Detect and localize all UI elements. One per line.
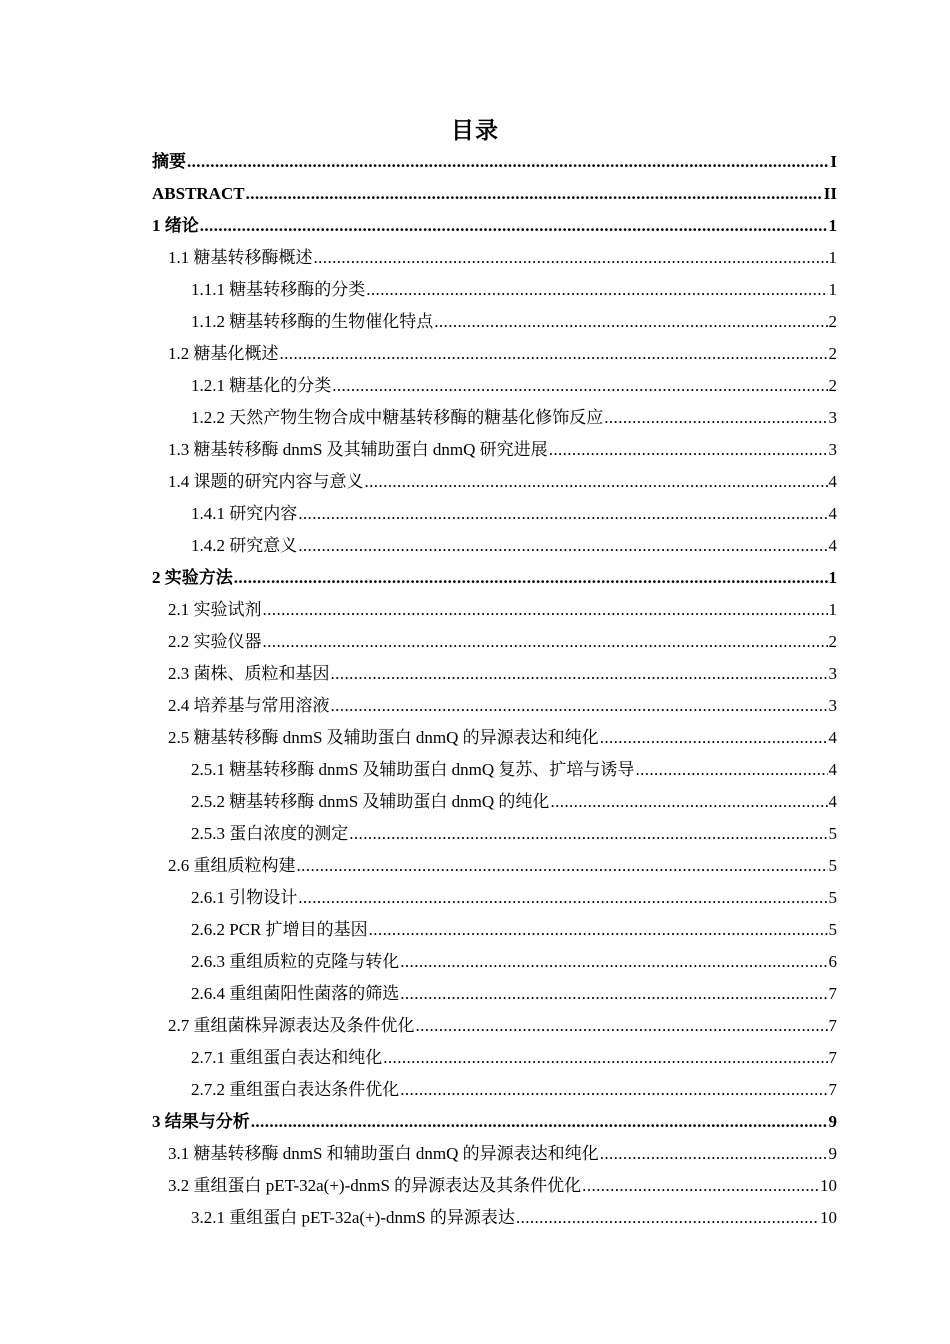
toc-entry[interactable]: [152, 370, 837, 402]
toc-entry[interactable]: [152, 274, 837, 306]
toc-entry-page-number: 2: [828, 632, 837, 651]
toc-entry-label: 2.5 糖基转移酶 dnmS 及辅助蛋白 dnmQ 的异源表达和纯化: [168, 728, 599, 747]
toc-entry[interactable]: [152, 146, 837, 178]
toc-entry-page-number: 3: [828, 664, 837, 683]
toc-entry-label: 2 实验方法: [152, 568, 233, 587]
toc-entry-label: 1.4 课题的研究内容与意义: [168, 472, 364, 491]
toc-entry-page-number: 1: [828, 600, 837, 619]
toc-entry-page-number: 3: [828, 696, 837, 715]
dot-leader: [369, 914, 828, 946]
dot-leader: [582, 1170, 819, 1202]
toc-entry[interactable]: [152, 626, 837, 658]
dot-leader: [635, 754, 827, 786]
toc-entry-label: 2.1 实验试剂: [168, 600, 262, 619]
toc-entry[interactable]: [152, 402, 837, 434]
toc-entry[interactable]: [152, 818, 837, 850]
dot-leader: [383, 1042, 827, 1074]
toc-entry[interactable]: [152, 1138, 837, 1170]
toc-entry-label: 2.6.1 引物设计: [191, 888, 298, 907]
toc-entry-page-number: 1: [828, 248, 837, 267]
toc-entry-label: 摘要: [152, 152, 186, 171]
toc-entry-label: 3.2 重组蛋白 pET-32a(+)-dnmS 的异源表达及其条件优化: [168, 1176, 582, 1195]
toc-entry-label: 3.1 糖基转移酶 dnmS 和辅助蛋白 dnmQ 的异源表达和纯化: [168, 1144, 599, 1163]
toc-entry-label: 2.5.2 糖基转移酶 dnmS 及辅助蛋白 dnmQ 的纯化: [191, 792, 550, 811]
toc-entry[interactable]: [152, 1170, 837, 1202]
toc-entry-page-number: 4: [828, 472, 837, 491]
toc-entry-page-number: 2: [828, 344, 837, 363]
dot-leader: [332, 370, 827, 402]
toc-entry[interactable]: [152, 498, 837, 530]
toc-entry-label: 2.4 培养基与常用溶液: [168, 696, 330, 715]
table-of-contents: [152, 146, 837, 1234]
toc-entry[interactable]: [152, 946, 837, 978]
toc-entry[interactable]: [152, 530, 837, 562]
toc-entry-page-number: 2: [828, 312, 837, 331]
toc-entry[interactable]: [152, 210, 837, 242]
toc-entry-label: ABSTRACT: [152, 184, 245, 203]
toc-entry[interactable]: [152, 786, 837, 818]
dot-leader: [246, 178, 823, 210]
dot-leader: [298, 882, 827, 914]
dot-leader: [298, 530, 827, 562]
dot-leader: [298, 498, 827, 530]
toc-entry-page-number: 4: [828, 536, 837, 555]
toc-entry-label: 2.5.3 蛋白浓度的测定: [191, 824, 349, 843]
toc-entry-page-number: 4: [828, 760, 837, 779]
dot-leader: [400, 946, 827, 978]
toc-entry[interactable]: [152, 850, 837, 882]
dot-leader: [366, 274, 827, 306]
toc-entry-label: 1.4.1 研究内容: [191, 504, 298, 523]
toc-entry-label: 2.6.4 重组菌阳性菌落的筛选: [191, 984, 400, 1003]
toc-entry[interactable]: [152, 242, 837, 274]
toc-entry[interactable]: [152, 754, 837, 786]
toc-entry-label: 2.7 重组菌株异源表达及条件优化: [168, 1016, 415, 1035]
dot-leader: [549, 434, 828, 466]
dot-leader: [434, 306, 827, 338]
toc-entry-page-number: 9: [828, 1112, 837, 1131]
toc-entry[interactable]: [152, 690, 837, 722]
toc-entry[interactable]: [152, 882, 837, 914]
toc-entry[interactable]: [152, 914, 837, 946]
dot-leader: [200, 210, 828, 242]
toc-entry-page-number: 4: [828, 504, 837, 523]
toc-entry-label: 3.2.1 重组蛋白 pET-32a(+)-dnmS 的异源表达: [191, 1208, 515, 1227]
page-title: 目录: [451, 118, 499, 144]
dot-leader: [600, 1138, 828, 1170]
toc-entry-page-number: 10: [820, 1176, 837, 1195]
dot-leader: [365, 466, 828, 498]
toc-entry-page-number: 4: [828, 792, 837, 811]
toc-entry-page-number: 7: [828, 984, 837, 1003]
dot-leader: [400, 978, 827, 1010]
toc-entry-page-number: 7: [828, 1016, 837, 1035]
toc-entry-label: 2.3 菌株、质粒和基因: [168, 664, 330, 683]
dot-leader: [314, 242, 828, 274]
toc-entry[interactable]: [152, 978, 837, 1010]
toc-entry-page-number: 5: [828, 920, 837, 939]
dot-leader: [263, 626, 828, 658]
dot-leader: [600, 722, 828, 754]
dot-leader: [400, 1074, 827, 1106]
toc-entry[interactable]: [152, 466, 837, 498]
toc-entry-page-number: 3: [828, 440, 837, 459]
toc-entry[interactable]: [152, 338, 837, 370]
toc-entry-label: 1.1.2 糖基转移酶的生物催化特点: [191, 312, 434, 331]
toc-entry[interactable]: [152, 1010, 837, 1042]
toc-entry[interactable]: [152, 594, 837, 626]
toc-entry-label: 1 绪论: [152, 216, 199, 235]
toc-entry[interactable]: [152, 1074, 837, 1106]
toc-entry-page-number: 5: [828, 824, 837, 843]
toc-entry-label: 1.3 糖基转移酶 dnmS 及其辅助蛋白 dnmQ 研究进展: [168, 440, 548, 459]
toc-entry[interactable]: [152, 1106, 837, 1138]
toc-entry-page-number: 3: [828, 408, 837, 427]
toc-entry-label: 1.2.1 糖基化的分类: [191, 376, 332, 395]
toc-entry-page-number: 10: [820, 1208, 837, 1227]
dot-leader: [263, 594, 828, 626]
toc-entry[interactable]: [152, 178, 837, 210]
toc-entry-page-number: 1: [828, 568, 837, 587]
dot-leader: [331, 690, 828, 722]
toc-entry-label: 2.7.1 重组蛋白表达和纯化: [191, 1048, 383, 1067]
toc-entry-label: 2.2 实验仪器: [168, 632, 262, 651]
toc-entry-label: 1.1.1 糖基转移酶的分类: [191, 280, 366, 299]
dot-leader: [234, 562, 828, 594]
toc-entry-page-number: 9: [828, 1144, 837, 1163]
toc-entry-label: 1.1 糖基转移酶概述: [168, 248, 313, 267]
toc-entry[interactable]: [152, 562, 837, 594]
toc-entry-page-number: 4: [828, 728, 837, 747]
toc-entry-label: 2.6.2 PCR 扩增目的基因: [191, 920, 368, 939]
dot-leader: [187, 146, 829, 178]
toc-entry-page-number: 1: [828, 280, 837, 299]
dot-leader: [416, 1010, 828, 1042]
toc-entry[interactable]: [152, 1042, 837, 1074]
toc-entry-page-number: II: [823, 184, 837, 203]
toc-entry[interactable]: [152, 306, 837, 338]
toc-entry[interactable]: [152, 658, 837, 690]
dot-leader: [251, 1106, 828, 1138]
toc-entry[interactable]: [152, 434, 837, 466]
toc-entry-page-number: I: [830, 152, 837, 171]
toc-entry-page-number: 7: [828, 1080, 837, 1099]
toc-entry[interactable]: [152, 1202, 837, 1234]
dot-leader: [297, 850, 828, 882]
toc-entry-page-number: 5: [828, 856, 837, 875]
toc-entry-page-number: 2: [828, 376, 837, 395]
toc-entry-label: 2.6 重组质粒构建: [168, 856, 296, 875]
dot-leader: [331, 658, 828, 690]
toc-entry-page-number: 1: [828, 216, 837, 235]
toc-entry-label: 1.2.2 天然产物生物合成中糖基转移酶的糖基化修饰反应: [191, 408, 604, 427]
toc-entry-label: 1.4.2 研究意义: [191, 536, 298, 555]
toc-entry-label: 3 结果与分析: [152, 1112, 250, 1131]
toc-entry-label: 2.6.3 重组质粒的克隆与转化: [191, 952, 400, 971]
toc-entry-label: 2.5.1 糖基转移酶 dnmS 及辅助蛋白 dnmQ 复苏、扩培与诱导: [191, 760, 635, 779]
dot-leader: [349, 818, 827, 850]
dot-leader: [516, 1202, 819, 1234]
toc-entry[interactable]: [152, 722, 837, 754]
toc-entry-label: 2.7.2 重组蛋白表达条件优化: [191, 1080, 400, 1099]
dot-leader: [550, 786, 827, 818]
toc-entry-label: 1.2 糖基化概述: [168, 344, 279, 363]
dot-leader: [604, 402, 827, 434]
toc-entry-page-number: 6: [828, 952, 837, 971]
toc-entry-page-number: 7: [828, 1048, 837, 1067]
toc-entry-page-number: 5: [828, 888, 837, 907]
dot-leader: [280, 338, 828, 370]
